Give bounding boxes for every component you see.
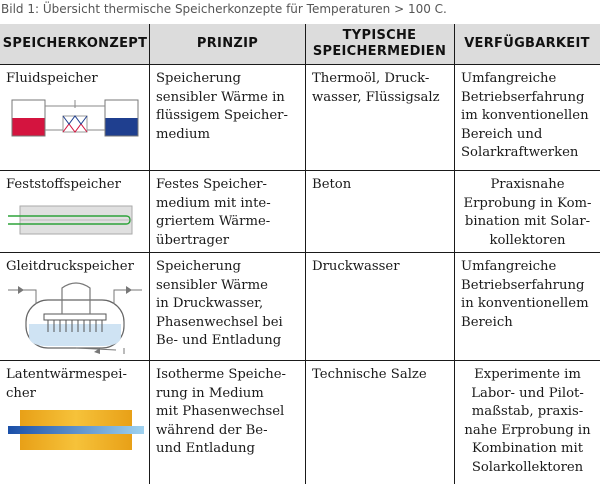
cell-prinzip-3 xyxy=(150,256,305,351)
cell-line: in konventionellem xyxy=(461,296,589,311)
cell-line: Isotherme Speiche- xyxy=(156,367,286,382)
cell-line: Phasenwechsel bei xyxy=(156,314,283,330)
cell-verfuegbarkeit-2 xyxy=(455,174,600,250)
cell-line: Speicherung xyxy=(156,259,241,274)
cell-line: Erprobung in Kom- xyxy=(463,195,592,211)
cell-line: Betriebserfahrung xyxy=(461,89,585,105)
row-divider xyxy=(0,170,600,171)
cell-line: Technische Salze xyxy=(312,367,427,382)
cell-verfuegbarkeit-1 xyxy=(455,68,600,163)
cell-verfuegbarkeit-4 xyxy=(455,364,600,477)
cell-line: Fluidspeicher xyxy=(6,71,98,86)
cell-line: kollektoren xyxy=(489,232,566,248)
cell-line: Latentwärmespei- xyxy=(6,367,127,382)
cell-line: Betriebserfahrung xyxy=(461,277,585,293)
header-prinzip: PRINZIP xyxy=(150,24,305,64)
cell-line: Solarkraftwerken xyxy=(461,145,579,160)
cell-line: sensibler Wärme in xyxy=(156,89,285,105)
cell-line: Feststoffspeicher xyxy=(6,177,121,192)
cell-line: cher xyxy=(6,385,36,401)
cell-line: bination mit Solar- xyxy=(464,214,591,229)
cell-line: sensibler Wärme xyxy=(156,277,268,293)
cell-konzept-3 xyxy=(0,256,149,277)
cell-line: übertrager xyxy=(156,232,230,248)
cell-line: wasser, Flüssigsalz xyxy=(312,89,440,105)
header-medien-line1: TYPISCHE xyxy=(342,28,417,43)
cell-line: rung in Medium xyxy=(156,385,264,401)
sliding-pressure-storage-icon xyxy=(6,278,144,354)
cell-line: Praxisnahe xyxy=(490,177,565,192)
cell-line: während der Be- xyxy=(156,422,268,438)
header-verfuegbarkeit: VERFÜGBARKEIT xyxy=(454,24,600,64)
cell-line: Bereich und xyxy=(461,126,543,142)
cell-line: griertem Wärme- xyxy=(156,214,271,229)
cell-line: medium mit inte- xyxy=(156,195,271,211)
header-medien xyxy=(305,24,454,64)
cell-line: Festes Speicher- xyxy=(156,177,268,192)
cell-medien-4 xyxy=(306,364,454,385)
cell-medien-1 xyxy=(306,68,454,107)
cell-line: Umfangreiche xyxy=(461,259,557,274)
cell-line: Experimente im xyxy=(474,367,581,382)
fluid-storage-icon xyxy=(6,94,144,142)
cell-line: Umfangreiche xyxy=(461,71,557,86)
cell-line: im konventionellen xyxy=(461,108,589,123)
cell-line: medium xyxy=(156,126,210,142)
latent-heat-storage-icon xyxy=(6,408,144,452)
cell-line: maßstab, praxis- xyxy=(471,404,584,419)
cell-line: Solarkollektoren xyxy=(471,459,584,475)
cell-konzept-1 xyxy=(0,68,149,89)
cell-line: in Druckwasser, xyxy=(156,296,264,311)
cell-verfuegbarkeit-3 xyxy=(455,256,600,332)
cell-line: nahe Erprobung in xyxy=(464,422,591,438)
cell-line: Druckwasser xyxy=(312,259,400,274)
cell-line: Bereich xyxy=(461,314,513,330)
figure-caption: Bild 1: Übersicht thermische Speicherkonzepte für Temperaturen > 100 C. xyxy=(1,2,447,16)
cell-medien-2 xyxy=(306,174,454,195)
cell-line: flüssigem Speicher- xyxy=(156,108,288,123)
row-divider xyxy=(0,252,600,253)
cell-prinzip-4 xyxy=(150,364,305,459)
cell-line: Thermoöl, Druck- xyxy=(312,71,430,86)
cell-line: und Entladung xyxy=(156,441,255,456)
cell-prinzip-2 xyxy=(150,174,305,250)
cell-medien-3 xyxy=(306,256,454,277)
solid-storage-icon xyxy=(6,202,144,238)
cell-konzept-4 xyxy=(0,364,149,403)
cell-line: Be- und Entladung xyxy=(156,333,282,348)
cell-line: Labor- und Pilot- xyxy=(471,385,584,401)
storage-concepts-table xyxy=(0,24,600,484)
cell-line: Speicherung xyxy=(156,71,241,86)
header-konzept: SPEICHERKONZEPT xyxy=(0,24,150,64)
cell-line: Gleitdruckspeicher xyxy=(6,259,134,274)
cell-prinzip-1 xyxy=(150,68,305,144)
cell-line: Beton xyxy=(312,177,352,192)
row-divider xyxy=(0,360,600,361)
cell-konzept-2 xyxy=(0,174,149,195)
cell-line: mit Phasenwechsel xyxy=(156,404,285,419)
row-divider xyxy=(0,64,600,65)
cell-line: Kombination mit xyxy=(471,441,584,456)
header-medien-line2: SPEICHERMEDIEN xyxy=(312,44,447,59)
